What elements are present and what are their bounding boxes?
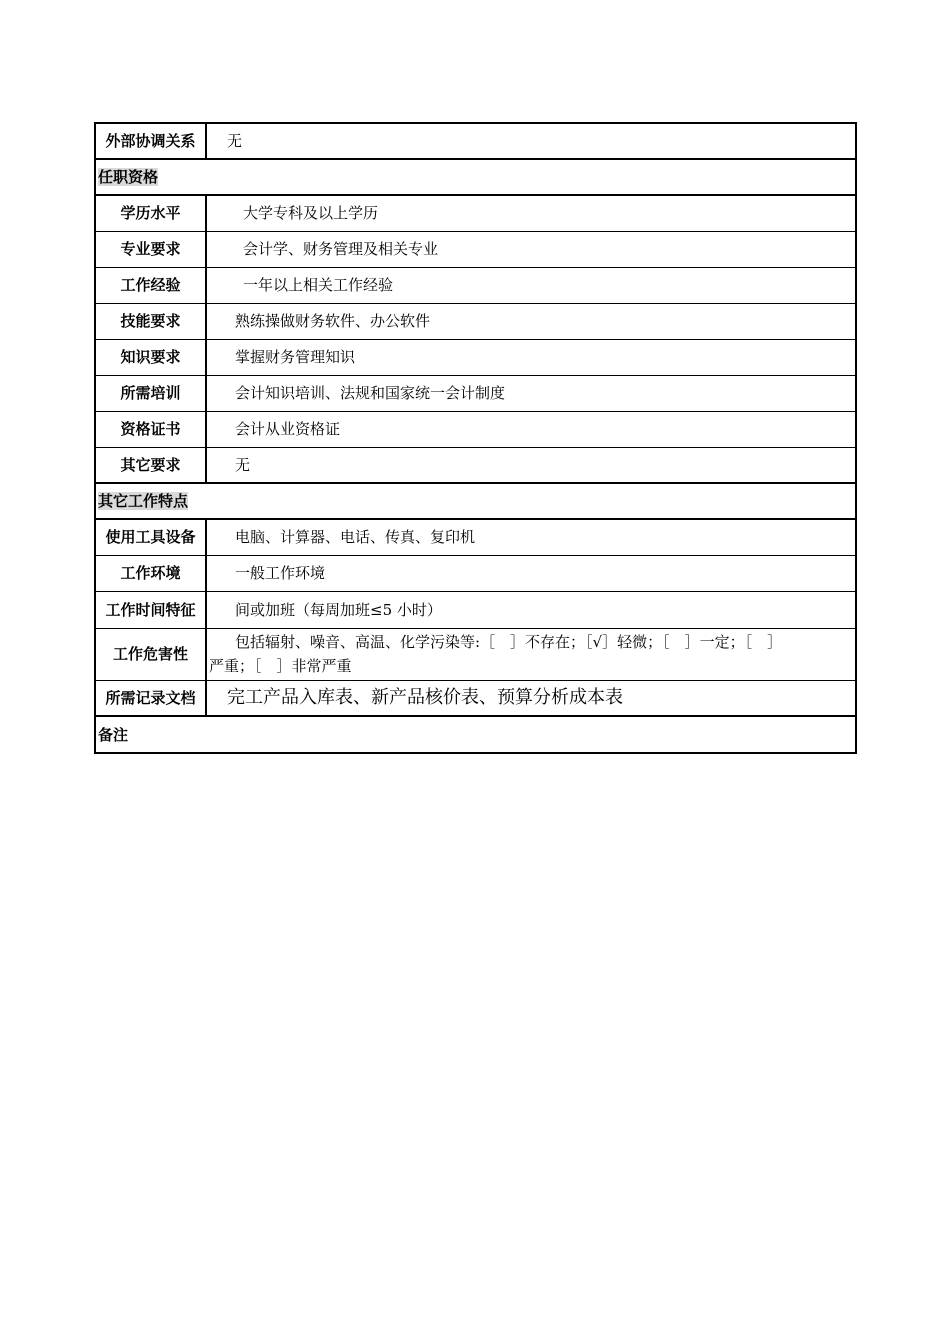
row-qualification-header <box>95 159 856 195</box>
row-skills <box>95 303 856 339</box>
row-tools <box>95 519 856 555</box>
section-qualifications-title: 任职资格 <box>98 168 159 186</box>
row-records <box>95 680 856 716</box>
value-certificate: 会计从业资格证 <box>206 411 856 447</box>
row-certificate <box>95 411 856 447</box>
row-external-relations <box>95 123 856 159</box>
value-external-relations: 无 <box>206 123 856 159</box>
section-notes <box>95 716 856 753</box>
value-training: 会计知识培训、法规和国家统一会计制度 <box>206 375 856 411</box>
label-education: 学历水平 <box>95 195 206 231</box>
value-work-time: 间或加班（每周加班≤5 小时） <box>206 591 856 628</box>
label-tools: 使用工具设备 <box>95 519 206 555</box>
label-other-requirements: 其它要求 <box>95 447 206 483</box>
value-environment: 一般工作环境 <box>206 555 856 591</box>
label-skills: 技能要求 <box>95 303 206 339</box>
row-hazard <box>95 628 856 680</box>
hazard-line-1: 包括辐射、噪音、高温、化学污染等:［ ］不存在；［√］轻微；［ ］一定；［ ］ <box>235 632 783 651</box>
label-certificate: 资格证书 <box>95 411 206 447</box>
section-work-features-title: 其它工作特点 <box>98 492 189 510</box>
section-work-features <box>95 483 856 519</box>
value-experience: 一年以上相关工作经验 <box>206 267 856 303</box>
label-major: 专业要求 <box>95 231 206 267</box>
section-qualifications <box>95 159 856 195</box>
label-environment: 工作环境 <box>95 555 206 591</box>
label-training: 所需培训 <box>95 375 206 411</box>
label-hazard: 工作危害性 <box>95 628 206 680</box>
row-environment <box>95 555 856 591</box>
value-major: 会计学、财务管理及相关专业 <box>206 231 856 267</box>
job-description-table <box>94 122 857 754</box>
value-records: 完工产品入库表、新产品核价表、预算分析成本表 <box>206 680 856 716</box>
label-experience: 工作经验 <box>95 267 206 303</box>
row-work-time <box>95 591 856 628</box>
label-knowledge: 知识要求 <box>95 339 206 375</box>
row-experience <box>95 267 856 303</box>
row-education <box>95 195 856 231</box>
label-external-relations: 外部协调关系 <box>95 123 206 159</box>
row-knowledge <box>95 339 856 375</box>
row-major <box>95 231 856 267</box>
label-work-time: 工作时间特征 <box>95 591 206 628</box>
value-other-requirements: 无 <box>206 447 856 483</box>
row-other-requirements <box>95 447 856 483</box>
row-features-header <box>95 483 856 519</box>
value-education: 大学专科及以上学历 <box>206 195 856 231</box>
row-training <box>95 375 856 411</box>
value-hazard <box>206 628 856 680</box>
value-skills: 熟练操做财务软件、办公软件 <box>206 303 856 339</box>
value-tools: 电脑、计算器、电话、传真、复印机 <box>206 519 856 555</box>
row-notes <box>95 716 856 753</box>
value-knowledge: 掌握财务管理知识 <box>206 339 856 375</box>
section-notes-title: 备注 <box>98 725 129 744</box>
label-records: 所需记录文档 <box>95 680 206 716</box>
hazard-line-2: 严重；［ ］非常严重 <box>209 656 352 675</box>
